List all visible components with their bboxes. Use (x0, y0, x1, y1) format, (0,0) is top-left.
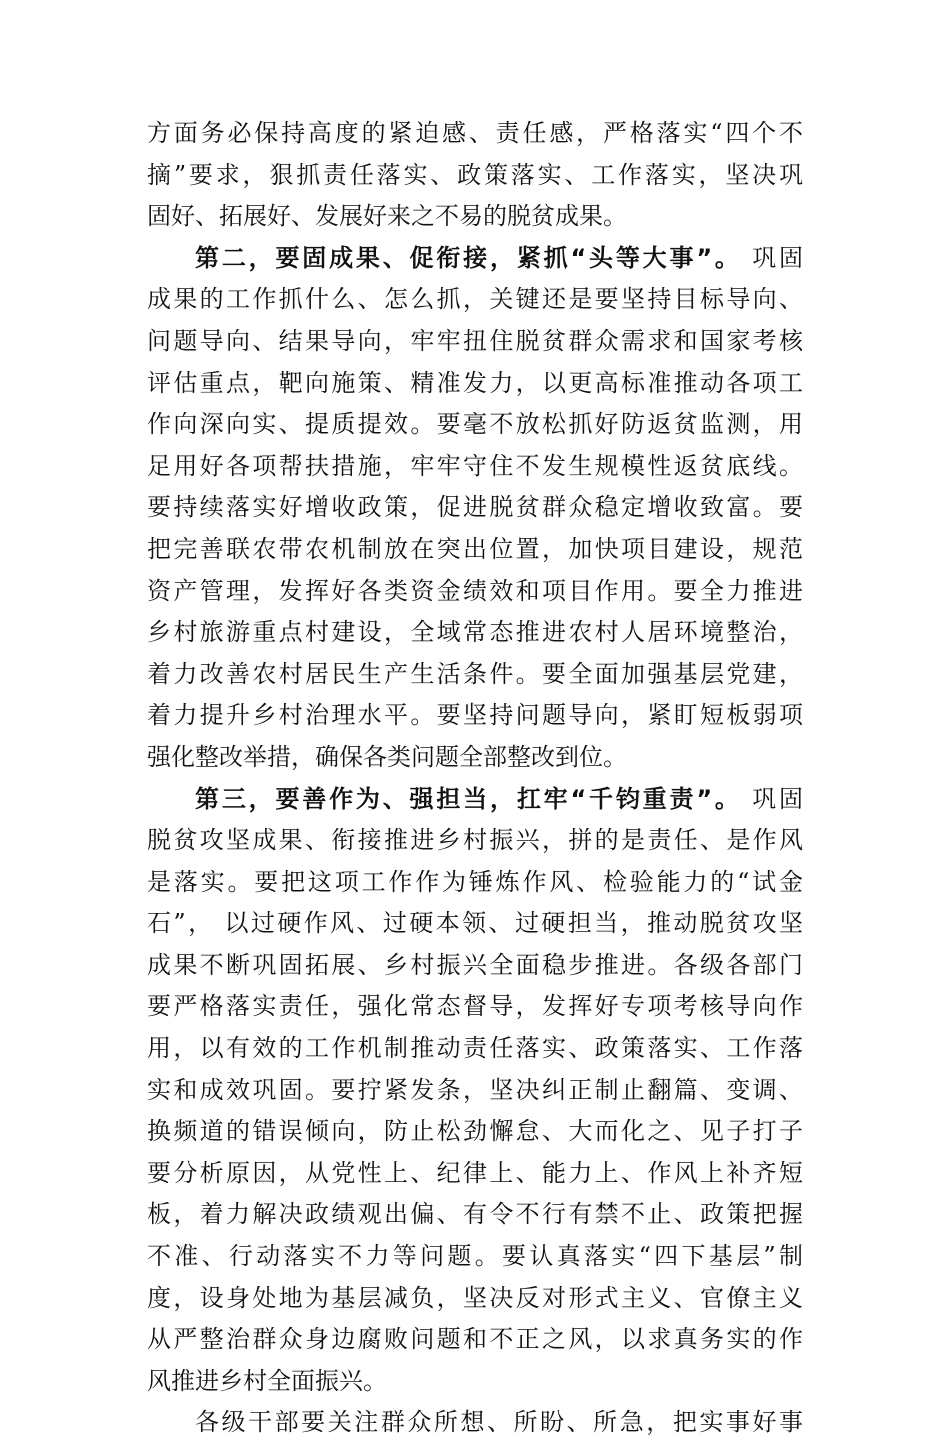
document-body (147, 113, 803, 1444)
text-line: 问题导向、结果导向，牢牢扭住脱贫群众需求和国家考核 (147, 326, 803, 355)
text-line: 成果的工作抓什么、怎么抓，关键还是要坚持目标导向、 (147, 285, 803, 314)
text-line: 资产管理，发挥好各类资金绩效和项目作用。要全力推进 (147, 576, 803, 605)
text-line: 要分析原因，从党性上、纪律上、能力上、作风上补齐短 (147, 1158, 803, 1187)
text-line: 强化整改举措，确保各类问题全部整改到位。 (147, 742, 627, 771)
text-line: 板，着力解决政绩观出偏、有令不行有禁不止、政策把握 (147, 1200, 803, 1229)
section-heading-3: 第三，要善作为、强担当，扛牢“千钧重责”。 (195, 784, 742, 813)
text-line: 从严整治群众身边腐败问题和不正之风，以求真务实的作 (147, 1325, 803, 1354)
section-heading-line (147, 779, 803, 821)
text-line: 换频道的错误倾向，防止松劲懈怠、大而化之、见子打子 (147, 1117, 803, 1146)
text-line: 评估重点，靶向施策、精准发力，以更高标准推动各项工 (147, 368, 803, 397)
text-line-continuation: 巩固 (741, 243, 803, 272)
text-line: 着力提升乡村治理水平。要坚持问题导向，紧盯短板弱项 (147, 701, 803, 730)
text-line: 把完善联农带农机制放在突出位置，加快项目建设，规范 (147, 534, 803, 563)
text-line: 用，以有效的工作机制推动责任落实、政策落实、工作落 (147, 1034, 803, 1063)
text-line: 固好、拓展好、发展好来之不易的脱贫成果。 (147, 202, 627, 231)
text-line: 要持续落实好增收政策，促进脱贫群众稳定增收致富。要 (147, 493, 803, 522)
text-line: 度，设身处地为基层减负，坚决反对形式主义、官僚主义 (147, 1283, 803, 1312)
text-line: 风推进乡村全面振兴。 (147, 1366, 387, 1395)
text-line: 方面务必保持高度的紧迫感、责任感，严格落实“四个不 (147, 119, 803, 147)
text-line: 摘”要求，狠抓责任落实、政策落实、工作落实，坚决巩 (147, 160, 803, 189)
text-line: 着力改善农村居民生产生活条件。要全面加强基层党建， (147, 659, 803, 688)
text-line: 是落实。要把这项工作作为锤炼作风、检验能力的“试金 (147, 867, 803, 896)
text-line: 作向深向实、提质提效。要毫不放松抓好防返贫监测，用 (147, 410, 803, 439)
text-line: 脱贫攻坚成果、衔接推进乡村振兴，拼的是责任、是作风 (147, 826, 803, 855)
text-line-continuation: 巩固 (741, 784, 803, 813)
text-line: 足用好各项帮扶措施，牢牢守住不发生规模性返贫底线。 (147, 451, 803, 480)
section-heading-line (147, 238, 803, 280)
text-line: 成果不断巩固拓展、乡村振兴全面稳步推进。各级各部门 (147, 950, 803, 979)
section-heading-2: 第二，要固成果、促衔接，紧抓“头等大事”。 (195, 243, 742, 272)
text-line: 乡村旅游重点村建设，全域常态推进农村人居环境整治， (147, 618, 803, 647)
text-line: 石”， 以过硬作风、过硬本领、过硬担当，推动脱贫攻坚 (147, 909, 803, 938)
text-line: 实和成效巩固。要拧紧发条，坚决纠正制止翻篇、变调、 (147, 1075, 803, 1104)
text-line: 要严格落实责任，强化常态督导，发挥好专项考核导向作 (147, 992, 803, 1021)
text-line: 不准、行动落实不力等问题。要认真落实“四下基层”制 (147, 1242, 803, 1271)
text-line: 各级干部要关注群众所想、所盼、所急，把实事好事 (195, 1408, 803, 1437)
